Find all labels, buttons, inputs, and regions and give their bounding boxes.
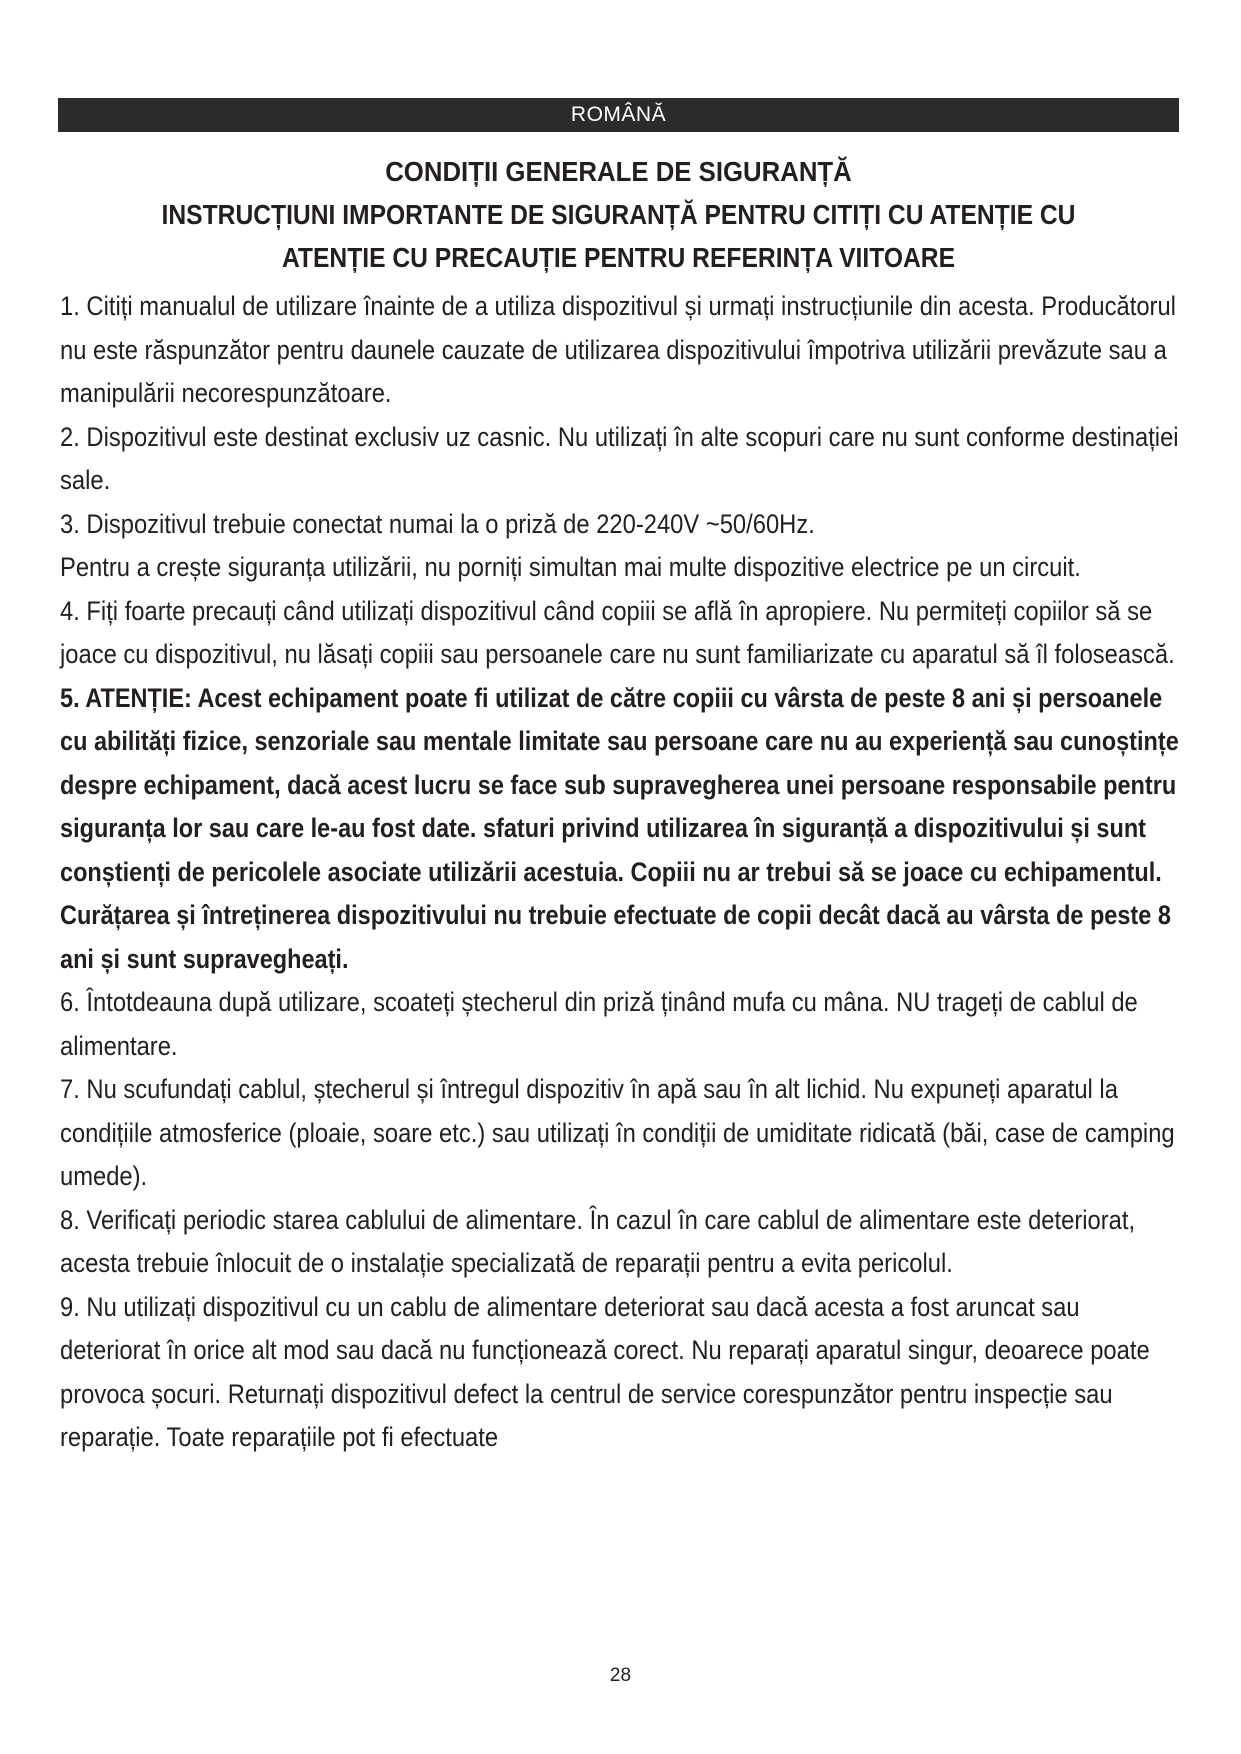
- instruction-paragraph-3-note: Pentru a crește siguranța utilizării, nu porniți simultan mai multe dispozitive electrice pe un circuit.: [60, 552, 1081, 582]
- instruction-paragraph-7: 7. Nu scufundați cablul, ștecherul și întregul dispozitiv în apă sau în alt lichid. Nu expuneți aparatul la condițiile atmosferice (ploaie, soare etc.) sau utilizați în condiții de umiditate ridicată (băi, case de camping umede).: [60, 1074, 1175, 1191]
- page-title: CONDIȚII GENERALE DE SIGURANȚĂ: [385, 156, 852, 187]
- instruction-paragraph-3: 3. Dispozitivul trebuie conectat numai la o priză de 220-240V ~50/60Hz.: [60, 508, 815, 539]
- instructions-body: [60, 285, 1185, 1460]
- instruction-paragraph-9: 9. Nu utilizați dispozitivul cu un cablu de alimentare deteriorat sau dacă acesta a fost aruncat sau deteriorat în orice alt mod sau dacă nu funcționează corect. Nu reparați aparatul singur, deoarece poate provoca șocuri. Returnați dispozitivul defect la centrul de service corespunzător pentru inspecție sau reparație. Toate reparațiile pot fi efectuate: [60, 1291, 1150, 1452]
- instruction-paragraph-4: 4. Fiți foarte precauți când utilizați dispozitivul când copiii se află în apropiere. Nu permiteți copiilor să se joace cu dispozitivul, nu lăsați copiii sau persoanele care nu sunt familiarizate cu aparatul să îl folosească.: [60, 595, 1175, 669]
- instruction-paragraph-8: 8. Verificați periodic starea cablului de alimentare. În cazul în care cablul de alimentare este deteriorat, acesta trebuie înlocuit de o instalație specializată de reparații pentru a evita pericolul.: [60, 1204, 1136, 1278]
- section-headings: [58, 150, 1179, 279]
- language-header-bar: ROMÂNĂ: [58, 98, 1179, 132]
- warning-paragraph-5: 5. ATENȚIE: Acest echipament poate fi utilizat de către copiii cu vârsta de peste 8 ani și persoanele cu abilități fizice, senzoriale sau mentale limitate sau persoane care nu au experiență sau cunoștințe despre echipament, dacă acest lucru se face sub supravegherea unei persoane responsabile pentru siguranța lor sau care le-au fost date. sfaturi privind utilizarea în siguranță a dispozitivului și sunt conștienți de pericolele asociate utilizării acestuia. Copiii nu ar trebui să se joace cu echipamentul. Curățarea și întreținerea dispozitivului nu trebuie efectuate de copii decât dacă au vârsta de peste 8 ani și sunt supravegheați.: [60, 682, 1179, 974]
- page-number: 28: [609, 1665, 632, 1686]
- instruction-paragraph-1: 1. Citiți manualul de utilizare înainte de a utiliza dispozitivul și urmați instrucțiunile din acesta. Producătorul nu este răspunzător pentru daunele cauzate de utilizarea dispozitivului împotriva utilizării prevăzute sau a manipulării necorespunzătoare.: [60, 291, 1176, 408]
- page-subtitle: INSTRUCȚIUNI IMPORTANTE DE SIGURANȚĂ PENTRU CITIȚI CU ATENȚIE CU ATENȚIE CU PRECAUȚIE PENTRU REFERINȚA VIITOARE: [161, 199, 1076, 273]
- instruction-paragraph-6: 6. Întotdeauna după utilizare, scoateți ștecherul din priză ținând mufa cu mâna. NU trageți de cablul de alimentare.: [60, 987, 1138, 1061]
- instruction-paragraph-2: 2. Dispozitivul este destinat exclusiv uz casnic. Nu utilizați în alte scopuri care nu sunt conforme destinației sale.: [60, 421, 1179, 495]
